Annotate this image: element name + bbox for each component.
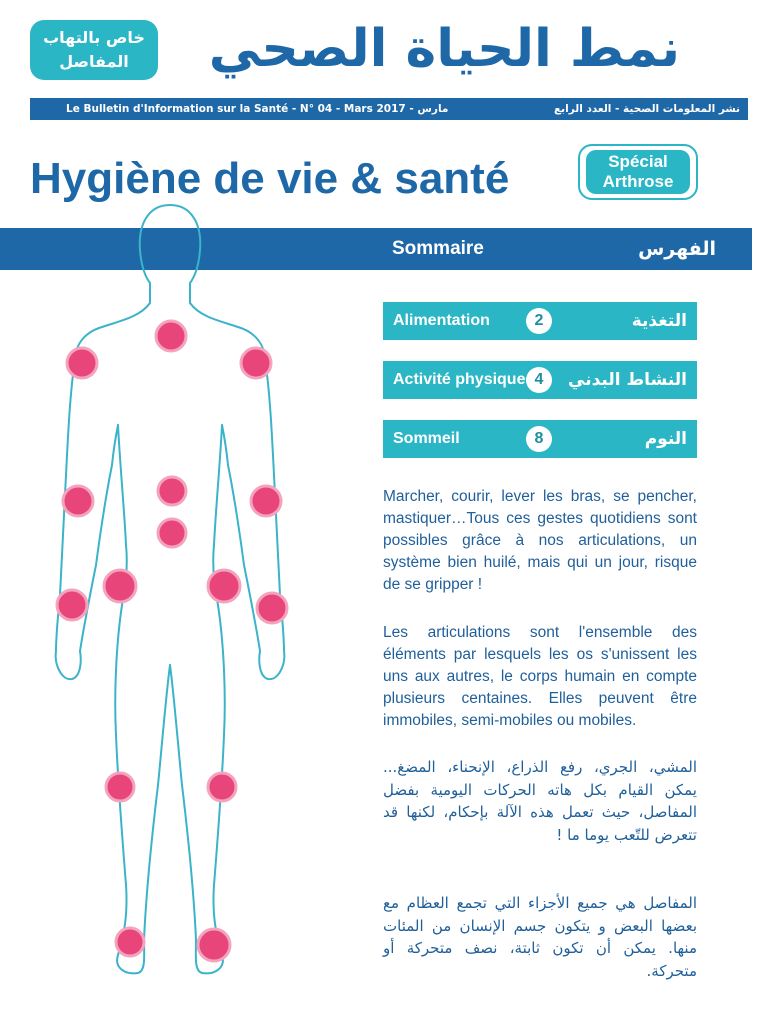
pain-point-icon: [104, 570, 136, 602]
pain-point-icon: [63, 486, 93, 516]
pain-point-icon: [57, 590, 87, 620]
pain-point-icon: [158, 477, 186, 505]
pain-point-icon: [241, 348, 271, 378]
sommaire-label-fr: Sommaire: [392, 238, 484, 259]
pain-point-icon: [116, 928, 144, 956]
pain-point-icon: [257, 593, 287, 623]
toc-label-ar: التغذية: [631, 311, 687, 331]
pain-point-icon: [208, 773, 236, 801]
special-badge-ar: خاص بالتهاب المفاصل: [30, 20, 158, 80]
toc-item-sommeil[interactable]: [383, 420, 697, 458]
page-title: Hygiène de vie & santé: [30, 154, 510, 203]
toc-item-alimentation[interactable]: [383, 302, 697, 340]
special-badge-line1: Spécial: [608, 152, 668, 171]
intro-paragraph-ar: المشي، الجري، رفع الذراع، الإنحناء، المضغ... يمكن القيام بكل هاته الحركات اليومية بفضل المفاصل، حيث تعمل هذه الآلة بإحكام، لكنها قد تتعرض للتّعب يوما ما !: [383, 758, 697, 844]
joint-markers: [57, 321, 287, 961]
pain-point-icon: [106, 773, 134, 801]
special-badge-line2: Arthrose: [602, 172, 674, 191]
toc-page-number: 8: [526, 426, 552, 452]
human-body-back-outline-icon: [40, 195, 340, 995]
toc-page-number: 2: [526, 308, 552, 334]
toc-item-activite-physique[interactable]: [383, 361, 697, 399]
special-arthrose-label: [586, 150, 690, 194]
sommaire-label-ar: الفهرس: [638, 238, 716, 260]
pain-point-icon: [198, 929, 230, 961]
pain-point-icon: [156, 321, 186, 351]
pain-point-icon: [208, 570, 240, 602]
toc-label-fr: Alimentation: [393, 312, 490, 329]
intro-paragraph-fr: Marcher, courir, lever les bras, se pencher, mastiquer…Tous ces gestes quotidiens sont possibles grâce à nos articulations, un système bien huilé, mais qui un jour, risque de se gripper !: [383, 488, 697, 593]
masthead-title-ar: نمط الحياة الصحي: [208, 19, 680, 79]
pain-point-icon: [251, 486, 281, 516]
toc-label-fr: Sommeil: [393, 430, 460, 447]
pain-point-icon: [158, 519, 186, 547]
toc-page-number: 4: [526, 367, 552, 393]
toc-label-fr: Activité physique: [393, 371, 526, 388]
pain-point-icon: [67, 348, 97, 378]
toc-label-ar: النشاط البدني: [568, 370, 687, 390]
definition-paragraph-ar: المفاصل هي جميع الأجزاء التي تجمع العظام مع بعضها البعض و يتكون جسم الإنسان من المئات منها. يمكن أن تكون ثابتة، نصف متحركة أو متحركة.: [383, 894, 697, 980]
bulletin-info-ar: نشر المعلومات الصحية - العدد الرابع: [554, 103, 740, 115]
bulletin-bar: [30, 98, 748, 120]
bulletin-info-fr: Le Bulletin d'Information sur la Santé - N° 04 - Mars 2017 - مارس: [66, 103, 449, 115]
toc-label-ar: النوم: [644, 429, 687, 449]
special-arthrose-badge: [578, 144, 698, 200]
definition-paragraph-fr: Les articulations sont l'ensemble des éléments par lesquels les os s'unissent les uns aux autres, le corps humain en compte plusieurs centaines. Elles peuvent être immobiles, semi-mobiles ou mobiles.: [383, 624, 697, 729]
